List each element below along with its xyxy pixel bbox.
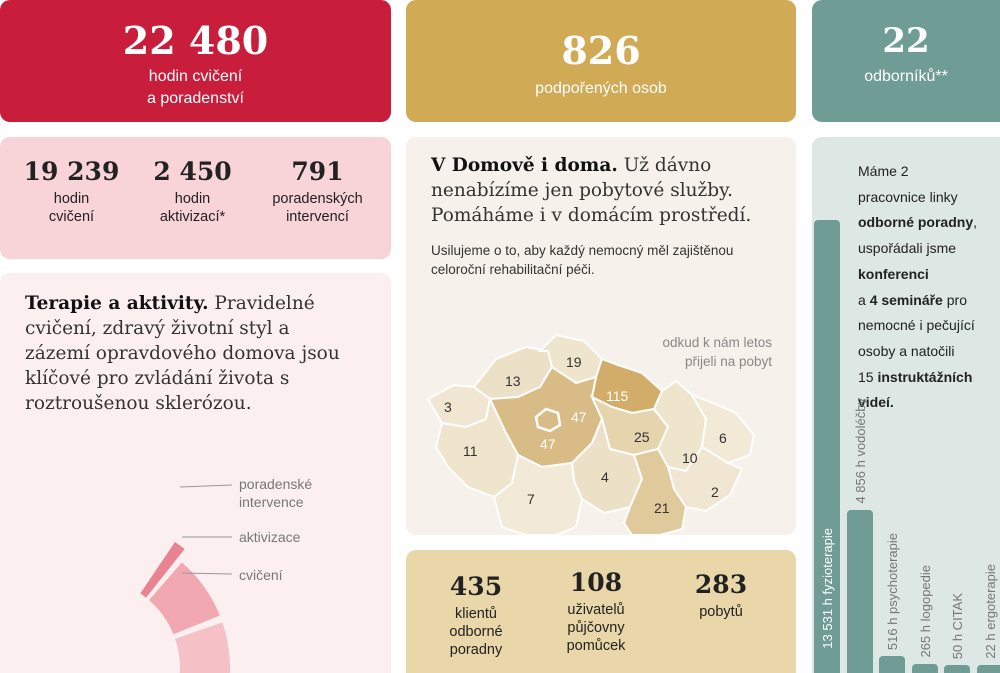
stat-clients-label-1: klientů: [455, 606, 497, 622]
experts-card: [812, 0, 1000, 122]
donut-label-counselling-2: intervence: [239, 494, 304, 510]
hours-total-card: [0, 0, 391, 122]
therapy-title: Terapie a aktivity.: [25, 293, 209, 314]
map-caption-2: přijeli na pobyt: [684, 354, 772, 369]
people-card: [406, 0, 796, 122]
staff-card: [812, 137, 1000, 673]
bar-label-fyzioterapie: 13 531 h fyzioterapie: [820, 528, 835, 649]
donut-segment-2: [71, 622, 230, 673]
staff-line-8: osoby a natočili: [858, 342, 955, 359]
staff-line-6c: pro: [946, 291, 967, 308]
stat-activation: [135, 159, 250, 226]
bar-psychoterapie: [879, 656, 905, 673]
stat-stays: [666, 572, 776, 621]
stat-users-label-1: uživatelů: [567, 602, 625, 618]
donut-label-exercise: cvičení: [239, 567, 283, 583]
bar-CITAK: [944, 665, 970, 673]
therapy-hours-bar-chart: [812, 137, 1000, 673]
region-value-prague: 47: [571, 409, 587, 425]
region-value-hradec: 115: [606, 388, 629, 404]
stat-counselling-value: 791: [291, 157, 344, 186]
map-caption-1: odkud k nám letos: [662, 335, 772, 350]
stat-clients-label-2: odborné: [449, 624, 503, 640]
staff-line-6a: a: [858, 291, 866, 308]
therapy-text: Pravidelné cvičení, zdravý životní styl a zázemí opravdového domova jsou klíčové pro zvládání života s roztroušenou sklerózou.: [25, 293, 340, 414]
stat-counselling: [255, 159, 380, 226]
donut-label-counselling: [239, 475, 312, 511]
region-value-liberec: 19: [566, 354, 582, 370]
stat-users-value: 108: [569, 568, 623, 597]
stat-activation-value: 2 450: [153, 157, 232, 186]
stat-clients: [421, 574, 531, 659]
stat-users: [541, 570, 651, 655]
region-value-zlin: 2: [711, 484, 719, 500]
people-label: podpořených osob: [535, 80, 667, 97]
services-card: [406, 550, 796, 673]
stat-users-label-3: pomůcek: [566, 638, 626, 654]
hours-total-label-1: hodin cvičení: [148, 68, 243, 85]
stat-counselling-label-1: poradenských: [272, 191, 363, 207]
stat-stays-value: 283: [694, 570, 748, 599]
staff-line-3: odborné poradny: [858, 214, 974, 231]
stat-exercise: [14, 159, 129, 226]
bar-label-psychoterapie: 516 h psychoterapie: [885, 532, 900, 650]
staff-line-5: konferenci: [858, 265, 929, 282]
region-value-olomouc: 10: [682, 450, 698, 466]
region-value-south-moravia: 21: [654, 500, 670, 516]
region-value-central-bohemia: 47: [540, 436, 556, 452]
hours-breakdown-card: [0, 137, 391, 259]
staff-line-3-comma: ,: [973, 214, 978, 231]
donut-label-activation: aktivizace: [239, 529, 301, 545]
home-text: Už dávno nenabízíme jen pobytové služby. Pomáháme i v domácím prostředí.: [431, 155, 752, 226]
hours-total-value: 22 480: [122, 18, 269, 63]
region-value-vysocina: 4: [601, 469, 609, 485]
stat-exercise-label-1: hodin: [53, 191, 90, 207]
bar-label-vodoléčby: 4 856 h vodoléčby: [852, 398, 868, 504]
home-card: [406, 137, 796, 535]
staff-line-10: videí.: [858, 394, 894, 411]
staff-line-9b: instruktážních: [877, 368, 973, 385]
staff-line-4: uspořádali jsme: [858, 240, 957, 257]
therapy-donut-chart: [0, 273, 391, 673]
stat-activation-label-1: hodin: [174, 191, 211, 207]
region-value-south-bohemia: 7: [527, 491, 535, 507]
region-value-karlovy-vary: 3: [444, 399, 452, 415]
bar-label-CITAK: 50 h CITAK: [950, 592, 965, 659]
stat-activation-label-2: aktivizací*: [159, 209, 226, 225]
region-value-moravia-silesia: 6: [719, 430, 727, 446]
donut-label-counselling-1: poradenské: [239, 476, 313, 492]
staff-line-2: pracovnice linky: [858, 188, 958, 205]
stat-exercise-label-2: cvičení: [48, 209, 95, 225]
staff-line-7: nemocné i pečující: [858, 317, 975, 334]
region-value-plzen: 11: [463, 443, 478, 459]
stat-clients-value: 435: [449, 572, 503, 601]
experts-label: odborníků**: [864, 68, 948, 85]
stat-stays-label-1: pobytů: [699, 604, 743, 620]
bar-vodoléčby: [847, 510, 873, 673]
experts-value: 22: [882, 21, 930, 61]
people-value: 826: [561, 28, 641, 73]
staff-line-6b: 4 semináře: [869, 291, 943, 308]
region-value-usti: 13: [505, 373, 521, 389]
stat-counselling-label-2: intervencí: [286, 209, 349, 225]
stat-clients-label-3: poradny: [449, 642, 503, 658]
bar-logopedie: [912, 664, 938, 673]
staff-line-9a: 15: [858, 368, 874, 385]
stat-users-label-2: půjčovny: [567, 620, 625, 636]
region-value-pardubice: 25: [634, 429, 650, 445]
bar-label-ergoterapie: 22 h ergoterapie: [982, 564, 998, 659]
stat-exercise-value: 19 239: [23, 157, 120, 186]
home-title: V Domově i doma.: [431, 155, 618, 176]
home-sub: Usilujeme o to, aby každý nemocný měl zajištěnou celoroční rehabilitační péči.: [431, 243, 734, 277]
bar-ergoterapie: [977, 665, 1000, 673]
staff-line-1: Máme 2: [858, 163, 909, 179]
hours-total-label-2: a poradenství: [147, 90, 244, 107]
therapy-card: [0, 273, 391, 673]
bar-label-logopedie: 265 h logopedie: [917, 565, 933, 658]
